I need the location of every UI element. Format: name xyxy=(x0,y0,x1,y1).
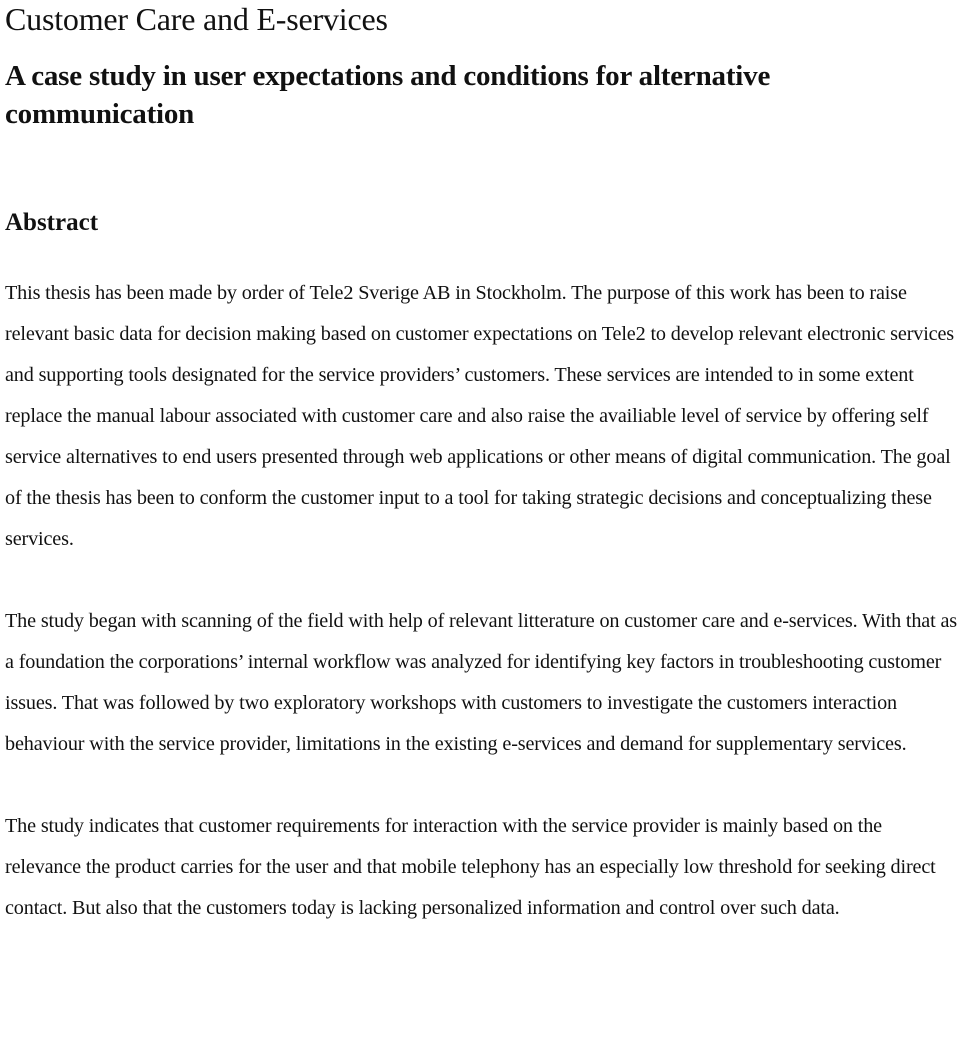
abstract-paragraph-2: The study began with scanning of the field with help of relevant litterature on customer care and e-services. With that as a foundation the corporations’ internal workflow was analyzed for identifying key factors in troubleshooting customer issues. That was followed by two exploratory workshops with customers to investigate the customers interaction behaviour with the service provider, limitations in the existing e-services and demand for supplementary services. xyxy=(5,610,957,755)
document-subtitle: A case study in user expectations and conditions for alternative communication xyxy=(5,60,771,130)
abstract-heading: Abstract xyxy=(5,209,99,236)
abstract-paragraph-3: The study indicates that customer requirements for interaction with the service provider is mainly based on the relevance the product carries for the user and that mobile telephony has an especially low threshold for seeking direct contact. But also that the customers today is lacking personalized information and control over such data. xyxy=(5,815,936,919)
abstract-paragraph-1: This thesis has been made by order of Tele2 Sverige AB in Stockholm. The purpose of this work has been to raise relevant basic data for decision making based on customer expectations on Tele2 to develop relevant electronic services and supporting tools designated for the service providers’ customers. These services are intended to in some extent replace the manual labour associated with customer care and also raise the availiable level of service by offering self service alternatives to end users presented through web applications or other means of digital communication. The goal of the thesis has been to conform the customer input to a tool for taking strategic decisions and conceptualizing these services. xyxy=(5,282,955,550)
document-page xyxy=(5,0,960,929)
document-title: Customer Care and E-services xyxy=(5,1,388,37)
